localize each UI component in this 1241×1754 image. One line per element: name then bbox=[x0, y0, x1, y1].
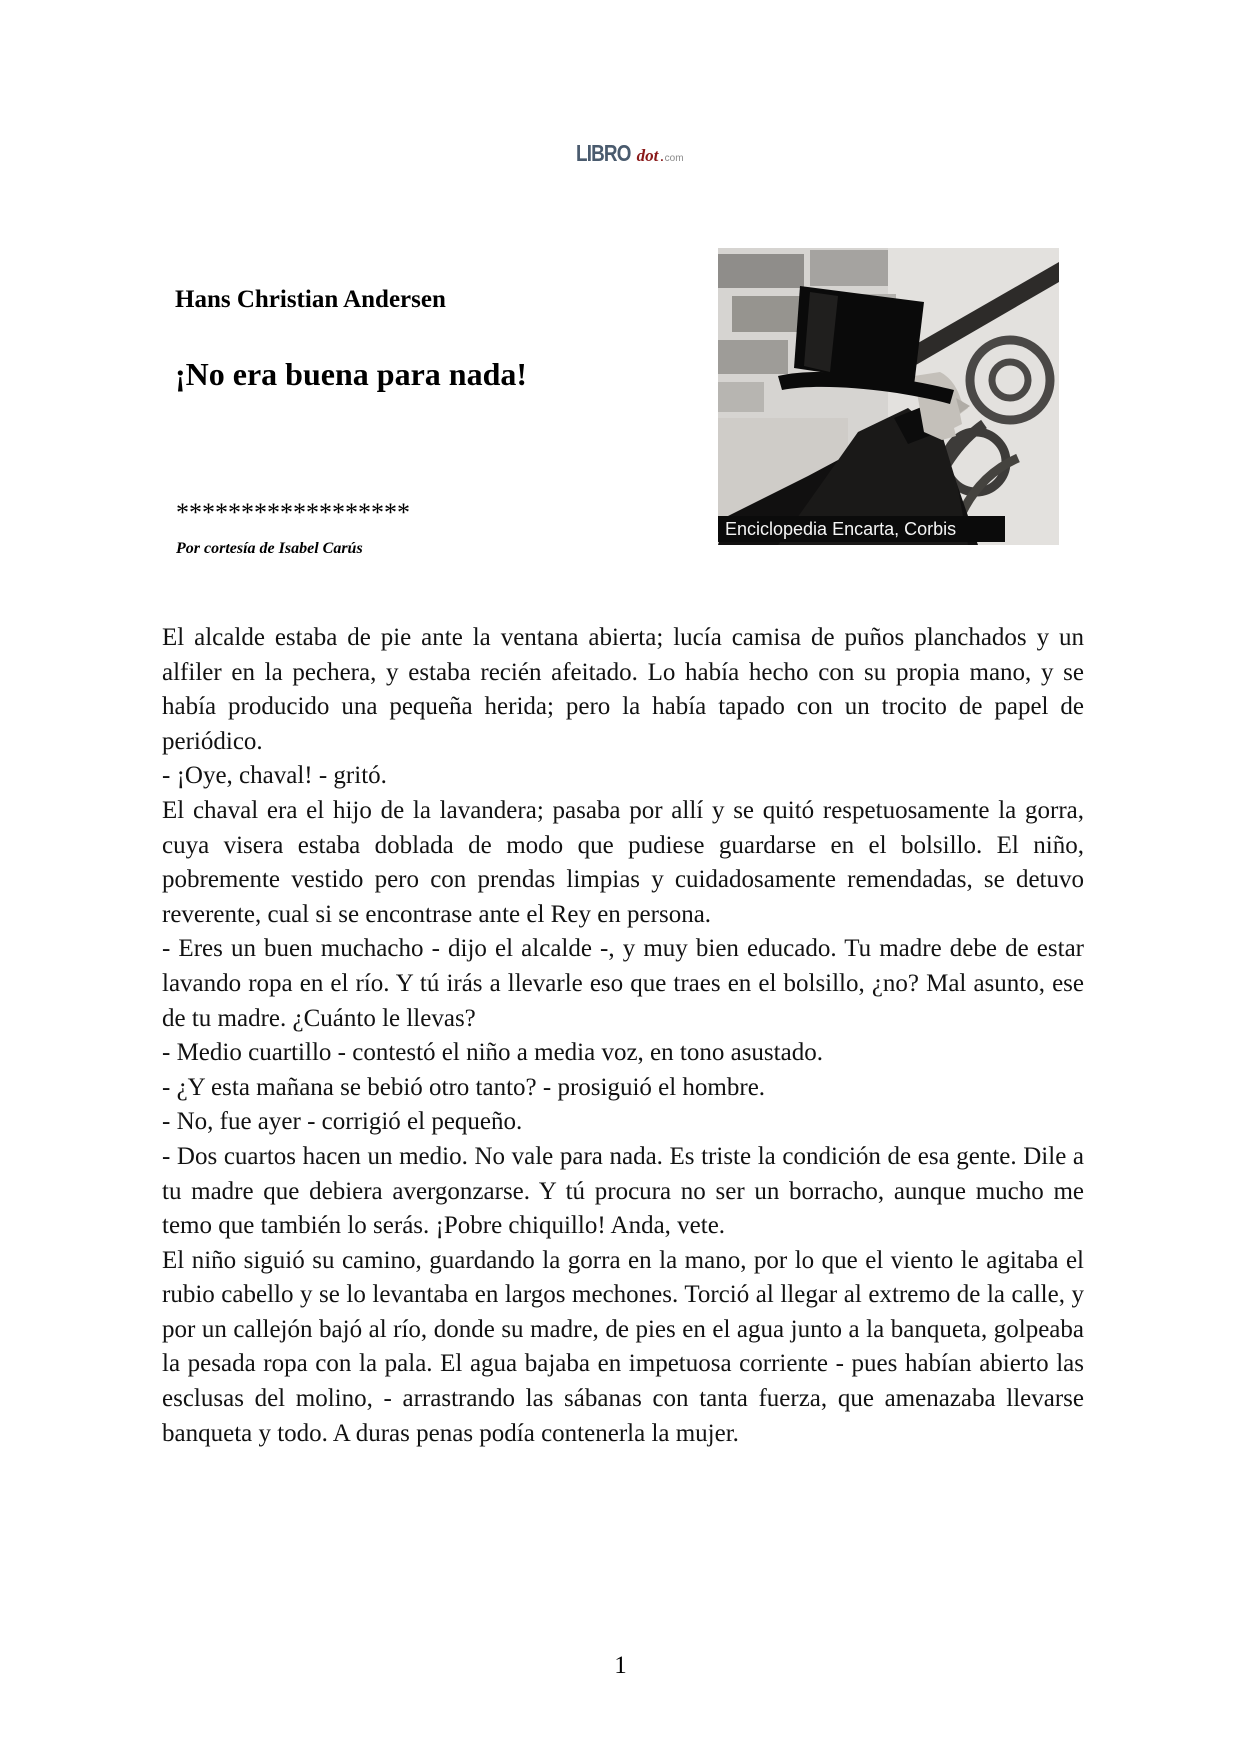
paragraph: - Dos cuartos hacen un medio. No vale para nada. Es triste la condición de esa gente. Dile a tu madre que debiera avergonzarse. Y tú procura no ser un borracho, aunque mucho me temo que también lo serás. ¡Pobre chiquillo! Anda, vete. bbox=[162, 1142, 1084, 1240]
librodot-logo bbox=[576, 140, 684, 167]
paragraph: - Medio cuartillo - contestó el niño a media voz, en tono asustado. bbox=[162, 1039, 823, 1067]
paragraph: - ¡Oye, chaval! - gritó. bbox=[162, 762, 387, 790]
paragraph: - No, fue ayer - corrigió el pequeño. bbox=[162, 1108, 523, 1136]
paragraph: - ¿Y esta mañana se bebió otro tanto? - prosiguió el hombre. bbox=[162, 1073, 766, 1101]
paragraph: El niño siguió su camino, guardando la gorra en la mano, por lo que el viento le agitaba el rubio cabello y se lo levantaba en largos mechones. Torció al llegar al extremo de la calle, y por un callejón bajó al río, donde su madre, de pies en el agua junto a la banqueta, golpeaba la pesada ropa con la pala. El agua bajaba en impetuosa corriente - pues habían abierto las esclusas del molino, - arrastrando las sábanas con tanta fuerza, que amenazaba llevarse banqueta y todo. A duras penas podía contenerla la mujer. bbox=[162, 1246, 1084, 1447]
author-name: Hans Christian Andersen bbox=[175, 286, 446, 313]
logo-separator-dot: . bbox=[660, 150, 664, 164]
asterisk-separator: ****************** bbox=[176, 498, 410, 527]
andersen-photo bbox=[718, 248, 1059, 545]
page-number: 1 bbox=[614, 1652, 627, 1679]
body-text bbox=[162, 621, 1084, 1451]
paragraph: El chaval era el hijo de la lavandera; pasaba por allí y se quitó respetuosamente la gorra, cuya visera estaba doblada de modo que pudiese guardarse en el bolsillo. El niño, pobremente vestido pero con prendas limpias y cuidadosamente remendadas, se detuvo reverente, cual si se encontrase ante el Rey en persona. bbox=[162, 796, 1084, 928]
logo-libro-text: LIBRO bbox=[576, 140, 631, 166]
paragraph: - Eres un buen muchacho - dijo el alcalde -, y muy bien educado. Tu madre debe de estar lavando ropa en el río. Y tú irás a llevarle eso que traes en el bolsillo, ¿no? Mal asunto, ese de tu madre. ¿Cuánto le llevas? bbox=[162, 935, 1084, 1032]
logo-com-text: com bbox=[664, 153, 684, 164]
photo-caption: Enciclopedia Encarta, Corbis bbox=[718, 516, 1005, 542]
logo-dot-text: dot bbox=[636, 146, 659, 165]
page-title: ¡No era buena para nada! bbox=[175, 356, 528, 392]
paragraph: El alcalde estaba de pie ante la ventana abierta; lucía camisa de puños planchados y un alfiler en la pechera, y estaba recién afeitado. Lo había hecho con su propia mano, y se había producido una pequeña herida; pero la había tapado con un trocito de papel de periódico. bbox=[162, 624, 1084, 755]
andersen-photo-illustration bbox=[718, 248, 1059, 545]
courtesy-line: Por cortesía de Isabel Carús bbox=[176, 540, 363, 557]
